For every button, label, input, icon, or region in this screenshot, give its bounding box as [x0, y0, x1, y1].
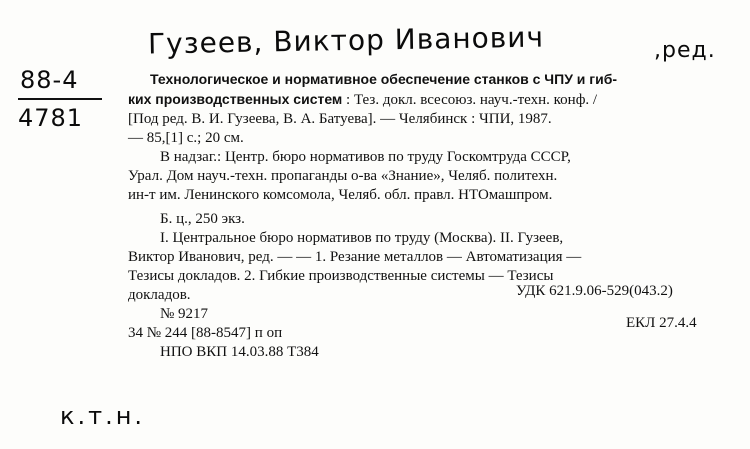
udk-code: УДК 621.9.06-529(043.2) [516, 283, 673, 299]
tracing-line-2: Виктор Иванович, ред. — — 1. Резание металлов — Автоматизация — [128, 249, 582, 265]
price-line: Б. ц., 250 экз. [160, 211, 245, 227]
ekl-code: ЕКЛ 27.4.4 [626, 315, 697, 331]
title-line-2: ких производственных систем : Тез. докл. всесоюз. науч.-техн. конф. / [128, 91, 598, 108]
tracing-line-1: I. Центральное бюро нормативов по труду (Москва). II. Гузеев, [160, 230, 564, 246]
card-number-line: 34 № 244 [88-8547] п оп [128, 325, 283, 341]
shelf-number-divider [18, 98, 102, 100]
title-line-1: Технологическое и нормативное обеспечение станков с ЧПУ и гиб- [150, 71, 618, 87]
tracing-line-3: Тезисы докладов. 2. Гибкие производственные системы — Тезисы [128, 268, 554, 284]
tracing-line-4: докладов. [128, 287, 191, 303]
editors-imprint-line: [Под ред. В. И. Гузеева, В. А. Батуева]. — Челябинск : ЧПИ, 1987. [128, 111, 552, 127]
note-line-1: В надзаг.: Центр. бюро нормативов по труду Госкомтруда СССР, [160, 149, 571, 165]
handwritten-shelf-number-top: 88-4 [20, 66, 79, 94]
collation-line: — 85,[1] с.; 20 см. [128, 130, 244, 146]
handwritten-author-heading: Гузеев, Виктор Иванович [147, 20, 545, 61]
record-number: № 9217 [160, 306, 209, 322]
note-line-3: ин-т им. Ленинского комсомола, Челяб. обл. правл. НТОмашпром. [128, 187, 553, 203]
note-line-2: Урал. Дом науч.-техн. пропаганды о-ва «Знание», Челяб. политехн. [128, 168, 558, 184]
handwritten-degree: к.т.н. [60, 402, 146, 430]
npo-vkp-line: НПО ВКП 14.03.88 Т384 [160, 344, 319, 360]
handwritten-editor-mark: ,ред. [654, 38, 716, 63]
handwritten-shelf-number-bottom: 4781 [18, 104, 84, 132]
